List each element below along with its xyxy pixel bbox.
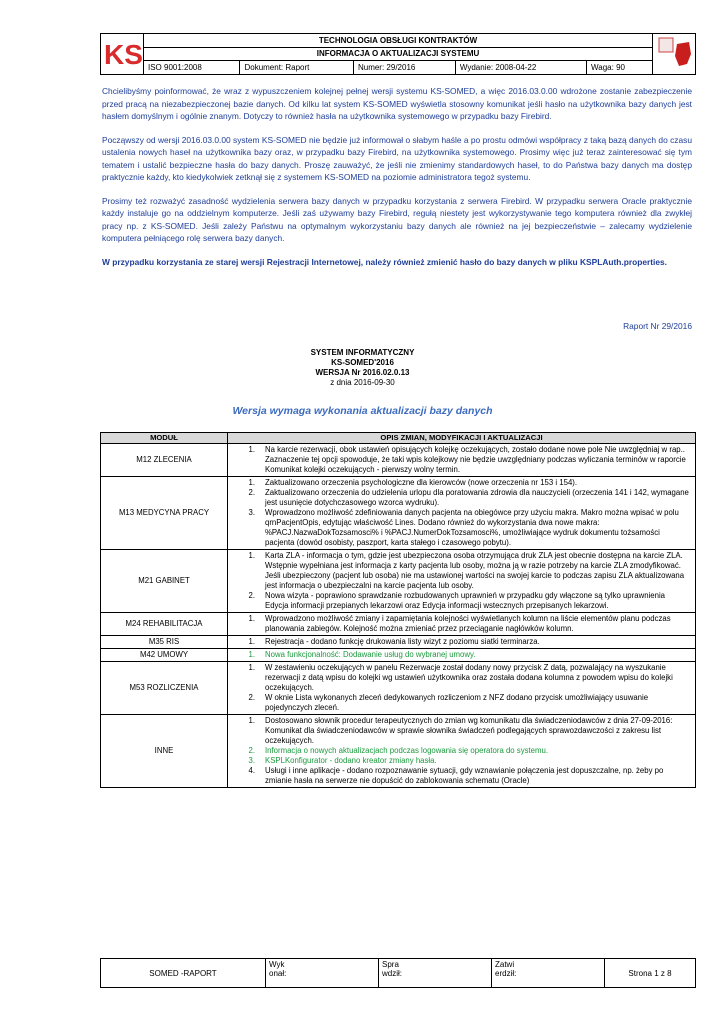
item-text: Nowa funkcjonalność: Dodawanie usług do wybranej umowy.: [265, 650, 476, 659]
header-title-1: TECHNOLOGIA OBSŁUGI KONTRAKTÓW: [144, 34, 653, 48]
header-title-2: INFORMACJA O AKTUALIZACJI SYSTEMU: [144, 47, 653, 61]
paragraph-2: Począwszy od wersji 2016.03.0.00 system KS-SOMED nie będzie już informował o słabym haśle a po prostu odmówi współpracy z taką bazą danych do czasu ustalenia nowych haseł na użytkownika bazy oraz, w przypadku bazy Firebird, na użytkownika systemowego. Prosimy więc już teraz zainteresować się tym tematem i ustalić bezpieczne hasła do bazy danych. Proszę zauważyć, że jeśli nie zmienimy standardowych haseł, to do Państwa bazy danych ma dostęp praktycznie każdy, kto kiedykolwiek zetknął się z systemem KS-SOMED na poziomie administratora tegoż systemu.: [102, 134, 692, 182]
list-item: [229, 716, 690, 746]
list-item: [229, 614, 690, 634]
item-number: 2.: [248, 488, 255, 497]
item-number: 3.: [248, 756, 255, 765]
list-item: [229, 693, 690, 713]
description-cell: [228, 636, 696, 649]
item-text: Karta ZLA - informacja o tym, gdzie jest ubezpieczona osoba otrzymująca druk ZLA jest obecnie dostępna na karcie ZLA. Wstępnie wypełniana jest informacja z karty pacjenta lub osoby, można ją w razie potrzeby na karcie ZLA zmodyfikować. Jeśli ubezpieczony (pacjent lub osoba) nie ma ustawionej wartości na swojej karcie to podczas zapisu ZLA aktualizowana jest informacja o ubezpieczalni na karcie pacjenta lub osoby.: [265, 551, 685, 590]
item-text: Zaktualizowano orzeczenia do udzielenia urlopu dla poratowania zdrowia dla nauczycieli (orzeczenia 141 i 142, wymagane jest usunięcie dotychczasowego wzorca wydruku).: [265, 488, 689, 507]
item-text: Na karcie rezerwacji, obok ustawień opisujących kolejkę oczekujących, zostało dodane nowe pole Nie uwzględniaj w rap.. Zaznaczenie tej opcji spowoduje, że taki wpis kolejkowy nie będzie uwzględniany podczas wyliczania terminów w raporcie Komunikat kolejki oczekujących - pierwszy wolny termin.: [265, 445, 686, 474]
system-line-2: KS-SOMED'2016: [331, 358, 394, 367]
item-text: Wprowadzono możliwość zdefiniowania danych pacjenta na obiegówce przy użyciu makra. Makro można wpisać w polu qrnPacjentOpis, edytując właściwość Lines. Dodano również do wykorzystania dwa nowe makra: %PACJ.NazwaDokTozsamosci% i %PACJ.NumerDokTozsamosci%, umożliwiające wydruk dokumentu tożsamości pacjenta (dowód osobisty, paszport, karta stałego i czasowego pobytu).: [265, 508, 679, 547]
module-cell: M13 MEDYCYNA PRACY: [101, 477, 228, 550]
header-iso: ISO 9001:2008: [144, 61, 240, 75]
description-cell: [228, 444, 696, 477]
item-text: W zestawieniu oczekujących w panelu Rezerwacje został dodany nowy przycisk Z datą, pozwalający na wyszukanie rezerwacji z datą wpisu do kolejki wg ustawień użytkownika oraz została dodana kolumna z powodem wpisu do kolejki oczekujących.: [265, 663, 673, 692]
column-header-module: MODUŁ: [101, 433, 228, 444]
module-cell: INNE: [101, 715, 228, 788]
header-edition: Wydanie: 2008-04-22: [455, 61, 586, 75]
item-number: 4.: [248, 766, 255, 775]
list-item: [229, 663, 690, 693]
item-text: Rejestracja - dodano funkcję drukowania listy wizyt z poziomu siatki terminarza.: [265, 637, 540, 646]
list-item: [229, 591, 690, 611]
footer-executed-2: onał:: [269, 969, 287, 978]
footer-approved: [492, 959, 605, 988]
column-header-description: OPIS ZMIAN, MODYFIKACJI I AKTUALIZACJI: [228, 433, 696, 444]
table-row: [101, 444, 696, 477]
system-line-1: SYSTEM INFORMATYCZNY: [310, 348, 415, 357]
item-text: KSPLKonfigurator - dodano kreator zmiany hasła.: [265, 756, 437, 765]
list-item: [229, 478, 690, 488]
footer-checked: [379, 959, 492, 988]
table-row: [101, 550, 696, 613]
item-text: Zaktualizowano orzeczenia psychologiczne dla kierowców (nowe orzeczenia nr 153 i 154).: [265, 478, 578, 487]
list-item: [229, 508, 690, 548]
certificate-icon: [653, 34, 695, 72]
description-cell: [228, 715, 696, 788]
table-row: [101, 636, 696, 649]
item-text: Usługi i inne aplikacje - dodano rozpoznawanie sytuacji, gdy wznawianie połączenia jest dopuszczalne, np. żeby po zmianie hasła na serwerze nie dopuścić do zablokowania schematu (Oracle): [265, 766, 664, 785]
paragraph-1: Chcielibyśmy poinformować, że wraz z wypuszczeniem kolejnej pełnej wersji systemu KS-SOMED, a więc 2016.03.0.00 wdrożone zostanie zabezpieczenie przed pracą na niezabezpieczonej bazie danych. Od kilku lat system KS-SOMED wyświetla stosowny komunikat jeśli hasło na użytkownika bazy danych jest hasłem domyślnym i ogólnie znanym. Dotyczy to również hasła na użytkownika systemowego w przypadku bazy Firebird.: [102, 86, 692, 121]
item-number: 1.: [248, 445, 255, 454]
item-text: Wprowadzono możliwość zmiany i zapamiętania kolejności wyświetlanych kolumn na liście elementów planu podczas planowania zabiegów. Kolejność można zmieniać przez przeciąganie nagłówków kolumn.: [265, 614, 671, 633]
list-item: [229, 551, 690, 591]
table-row: [101, 613, 696, 636]
module-cell: M53 ROZLICZENIA: [101, 662, 228, 715]
list-item: [229, 756, 690, 766]
table-row: [101, 477, 696, 550]
table-row: [101, 662, 696, 715]
item-number: 1.: [248, 478, 255, 487]
table-row: [101, 649, 696, 662]
svg-text:KS: KS: [104, 39, 143, 70]
item-number: 3.: [248, 508, 255, 517]
item-text: Informacja o nowych aktualizacjach podczas logowania się operatora do systemu.: [265, 746, 549, 755]
item-text: Nowa wizyta - poprawiono sprawdzanie rozbudowanych uprawnień w przypadku gdy włączone są tylko uprawnienia Edycja informacji przepianych lekarzowi oraz Edycja informacji wstecznych przepisanych lekarzowi.: [265, 591, 666, 610]
module-cell: M21 GABINET: [101, 550, 228, 613]
system-line-3: WERSJA Nr 2016.02.0.13: [315, 368, 410, 377]
item-number: 1.: [248, 650, 255, 659]
footer-checked-1: Spra: [382, 960, 399, 969]
description-cell: [228, 477, 696, 550]
document-footer: [100, 958, 696, 988]
module-cell: M42 UMOWY: [101, 649, 228, 662]
system-line-4: z dnia 2016-09-30: [330, 378, 395, 387]
description-cell: [228, 550, 696, 613]
item-text: W oknie Lista wykonanych zleceń dedykowanych rozliczeniom z NFZ dodano przycisk umożliwiający usuwanie pojedynczych zleceń.: [265, 693, 649, 712]
list-item: [229, 445, 690, 475]
description-cell: [228, 662, 696, 715]
report-reference: Raport Nr 29/2016: [623, 321, 692, 331]
system-info: [0, 348, 725, 388]
list-item: [229, 746, 690, 756]
update-requirement: Wersja wymaga wykonania aktualizacji bazy danych: [232, 405, 493, 417]
module-cell: M24 REHABILITACJA: [101, 613, 228, 636]
footer-checked-2: wdził:: [382, 969, 403, 978]
list-item: [229, 766, 690, 786]
footer-page: Strona 1 z 8: [605, 959, 696, 988]
paragraph-4: W przypadku korzystania ze starej wersji Rejestracji Internetowej, należy również zmienić hasło do bazy danych w pliku KSPLAuth.properties.: [102, 256, 667, 267]
module-cell: M12 ZLECENIA: [101, 444, 228, 477]
item-number: 1.: [248, 663, 255, 672]
list-item: [229, 650, 690, 660]
ks-logo-icon: [101, 34, 143, 72]
footer-approved-2: erdził:: [495, 969, 517, 978]
module-cell: M35 RIS: [101, 636, 228, 649]
item-number: 1.: [248, 551, 255, 560]
item-number: 2.: [248, 591, 255, 600]
intro-text: [102, 85, 692, 279]
footer-doc: SOMED -RAPORT: [101, 959, 266, 988]
item-text: Dostosowano słownik procedur terapeutycznych do zmian wg komunikatu dla świadczeniodawców z dnia 27-09-2016: Komunikat dla świadczeniodawców w sprawie słownika świadczeń podlegających sprawozdawczości z zakresu list oczekujących.: [265, 716, 673, 745]
footer-executed-1: Wyk: [269, 960, 285, 969]
footer-executed: [266, 959, 379, 988]
header-weight: Waga: 90: [587, 61, 653, 75]
list-item: [229, 637, 690, 647]
changes-table: [100, 432, 696, 788]
item-number: 2.: [248, 693, 255, 702]
list-item: [229, 488, 690, 508]
paragraph-3: Prosimy też rozważyć zasadność wydzielenia serwera bazy danych w przypadku korzystania z serwera Firebird. W przypadku serwera Oracle praktycznie każdy instaluje go na oddzielnym komputerze. Jeśli zaś używamy bazy Firebird, regułą niestety jest wykorzystywanie tego komputera również dla zwykłej pracy np. z KS-SOMED. Jeśli zależy Państwu na optymalnym wykorzystaniu bazy danych ale również na jej bezpieczeństwie – zalecamy wydzielenie komputera pełniącego rolę serwera bazy danych.: [102, 195, 692, 243]
header-number: Numer: 29/2016: [353, 61, 455, 75]
company-logo: [101, 34, 144, 75]
item-number: 1.: [248, 716, 255, 725]
document-header: [100, 33, 696, 75]
description-cell: [228, 649, 696, 662]
item-number: 1.: [248, 637, 255, 646]
footer-approved-1: Zatwi: [495, 960, 515, 969]
certification-seal: [653, 34, 696, 75]
item-number: 1.: [248, 614, 255, 623]
header-document: Dokument: Raport: [240, 61, 354, 75]
table-row: [101, 715, 696, 788]
item-number: 2.: [248, 746, 255, 755]
description-cell: [228, 613, 696, 636]
